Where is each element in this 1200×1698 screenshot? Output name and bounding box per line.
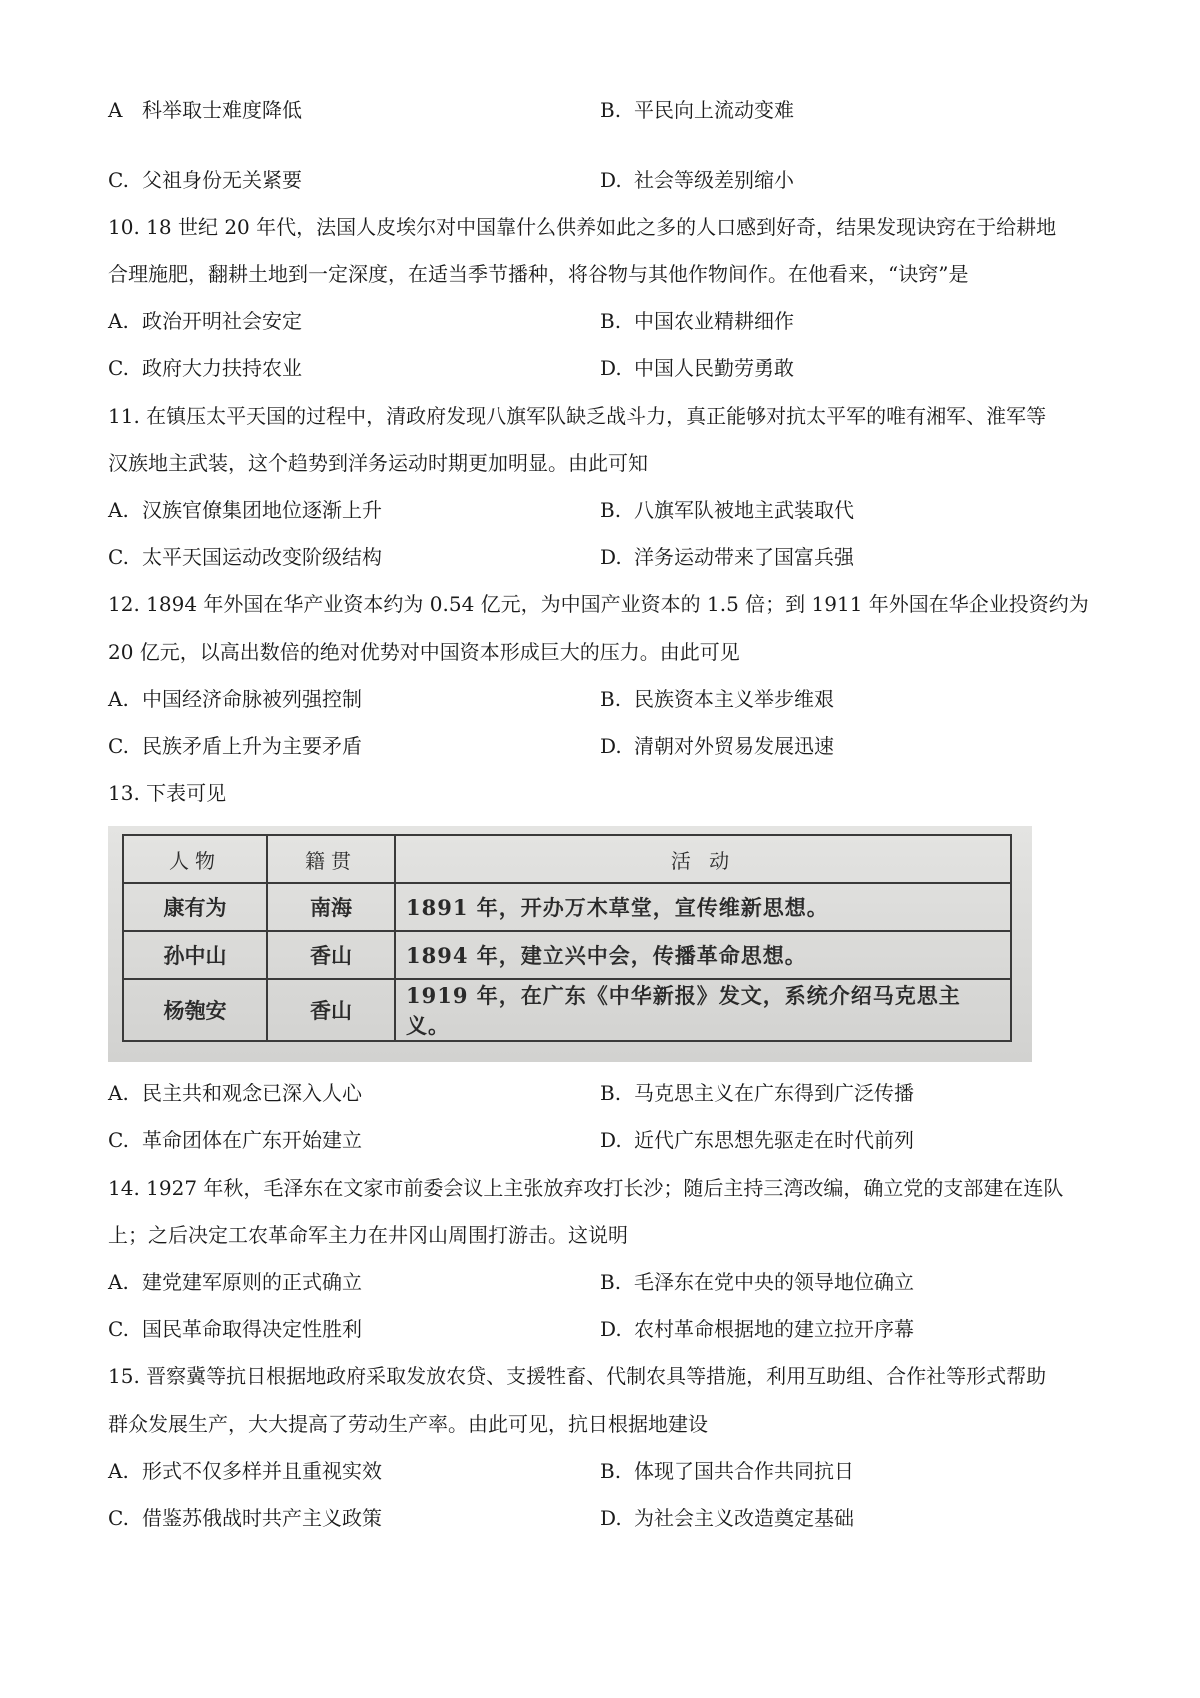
- q13-table-image: [108, 826, 1032, 1062]
- option-text: 科举取士难度降低: [142, 98, 302, 122]
- q15-stem-line-2: 群众发展生产，大大提高了劳动生产率。由此可见，抗日根据地建设: [108, 1412, 708, 1436]
- option-text: 太平天国运动改变阶级结构: [142, 545, 382, 569]
- q15-option-c: [108, 1504, 382, 1532]
- option-text: 民族资本主义举步维艰: [634, 687, 834, 711]
- table-header-cell: 人物: [123, 835, 267, 883]
- option-text: 农村革命根据地的建立拉开序幕: [634, 1317, 914, 1341]
- q13-table: [122, 834, 1012, 1042]
- table-cell-activity: 1919 年，在广东《中华新报》发文，系统介绍马克思主义。: [395, 979, 1011, 1041]
- option-letter: B.: [600, 309, 622, 333]
- table-cell-origin: 南海: [267, 883, 395, 931]
- q12-stem-line-1: 12. 1894 年外国在华产业资本约为 0.54 亿元，为中国产业资本的 1.5 倍；到 1911 年外国在华企业投资约为: [108, 592, 1089, 616]
- option-text: 体现了国共合作共同抗日: [634, 1459, 854, 1483]
- q11-stem-line-2: 汉族地主武装，这个趋势到洋务运动时期更加明显。由此可知: [108, 451, 648, 475]
- option-text: 中国经济命脉被列强控制: [142, 687, 362, 711]
- option-letter: D.: [600, 1506, 622, 1530]
- option-text: 政府大力扶持农业: [142, 356, 302, 380]
- option-text: 民族矛盾上升为主要矛盾: [142, 734, 362, 758]
- q13-option-c: [108, 1126, 362, 1154]
- option-letter: D.: [600, 356, 622, 380]
- option-letter: A.: [108, 309, 129, 333]
- q9-option-d: [600, 166, 794, 194]
- option-text: 八旗军队被地主武装取代: [634, 498, 854, 522]
- q14-stem-line-2: 上；之后决定工农革命军主力在井冈山周围打游击。这说明: [108, 1223, 628, 1247]
- option-text: 形式不仅多样并且重视实效: [142, 1459, 382, 1483]
- q15-option-d: [600, 1504, 854, 1532]
- option-text: 清朝对外贸易发展迅速: [634, 734, 834, 758]
- option-text: 民主共和观念已深入人心: [142, 1081, 362, 1105]
- q14-stem-line-1: 14. 1927 年秋，毛泽东在文家市前委会议上主张放弃攻打长沙；随后主持三湾改编，确立党的支部建在连队: [108, 1176, 1064, 1200]
- q14-option-c: [108, 1315, 362, 1343]
- table-cell-origin: 香山: [267, 979, 395, 1041]
- option-letter: D.: [600, 545, 622, 569]
- option-letter: A.: [108, 498, 129, 522]
- q13-option-d: [600, 1126, 914, 1154]
- option-text: 社会等级差别缩小: [634, 168, 794, 192]
- q13-option-a: [108, 1079, 362, 1107]
- option-text: 平民向上流动变难: [634, 98, 794, 122]
- option-letter: C.: [108, 1506, 129, 1530]
- q9-option-a: [108, 96, 302, 124]
- option-text: 借鉴苏俄战时共产主义政策: [142, 1506, 382, 1530]
- q10-option-a: [108, 307, 302, 335]
- option-letter: A.: [108, 1459, 129, 1483]
- q12-option-b: [600, 685, 834, 713]
- table-cell-activity: 1891 年，开办万木草堂，宣传维新思想。: [395, 883, 1011, 931]
- option-text: 汉族官僚集团地位逐渐上升: [142, 498, 382, 522]
- option-text: 马克思主义在广东得到广泛传播: [634, 1081, 914, 1105]
- q11-option-c: [108, 543, 382, 571]
- q10-stem-line-2: 合理施肥，翻耕土地到一定深度，在适当季节播种，将谷物与其他作物间作。在他看来，“诀窍”是: [108, 262, 969, 286]
- option-letter: D.: [600, 1128, 622, 1152]
- q10-option-d: [600, 354, 794, 382]
- option-letter: C.: [108, 545, 129, 569]
- q10-option-b: [600, 307, 794, 335]
- q12-option-c: [108, 732, 362, 760]
- option-letter: C.: [108, 168, 129, 192]
- q13-stem: 13. 下表可见: [108, 781, 227, 805]
- q12-stem-line-2: 20 亿元，以高出数倍的绝对优势对中国资本形成巨大的压力。由此可见: [108, 640, 740, 664]
- option-text: 毛泽东在党中央的领导地位确立: [634, 1270, 914, 1294]
- option-letter: C.: [108, 734, 129, 758]
- option-letter: B.: [600, 498, 622, 522]
- q15-stem-line-1: 15. 晋察冀等抗日根据地政府采取发放农贷、支援牲畜、代制农具等措施，利用互助组、合作社等形式帮助: [108, 1364, 1047, 1388]
- q12-option-a: [108, 685, 362, 713]
- q14-option-d: [600, 1315, 914, 1343]
- q11-stem-line-1: 11. 在镇压太平天国的过程中，清政府发现八旗军队缺乏战斗力，真正能够对抗太平军的唯有湘军、淮军等: [108, 404, 1047, 428]
- table-header-row: [123, 835, 1011, 883]
- option-text: 近代广东思想先驱走在时代前列: [634, 1128, 914, 1152]
- option-text: 建党建军原则的正式确立: [142, 1270, 362, 1294]
- table-row: [123, 979, 1011, 1041]
- option-letter: C.: [108, 1317, 129, 1341]
- option-text: 革命团体在广东开始建立: [142, 1128, 362, 1152]
- option-text: 中国人民勤劳勇敢: [634, 356, 794, 380]
- table-cell-origin: 香山: [267, 931, 395, 979]
- q14-option-a: [108, 1268, 362, 1296]
- option-letter: D.: [600, 734, 622, 758]
- option-letter: A: [108, 98, 123, 122]
- q13-option-b: [600, 1079, 914, 1107]
- option-letter: B.: [600, 687, 622, 711]
- option-letter: B.: [600, 1459, 622, 1483]
- option-text: 父祖身份无关紧要: [142, 168, 302, 192]
- option-text: 中国农业精耕细作: [634, 309, 794, 333]
- q11-option-b: [600, 496, 854, 524]
- q9-option-b: [600, 96, 794, 124]
- option-letter: A.: [108, 687, 129, 711]
- option-text: 国民革命取得决定性胜利: [142, 1317, 362, 1341]
- q10-stem-line-1: 10. 18 世纪 20 年代，法国人皮埃尔对中国靠什么供养如此之多的人口感到好奇，结果发现诀窍在于给耕地: [108, 215, 1057, 239]
- option-letter: C.: [108, 1128, 129, 1152]
- option-text: 洋务运动带来了国富兵强: [634, 545, 854, 569]
- option-text: 为社会主义改造奠定基础: [634, 1506, 854, 1530]
- option-letter: A.: [108, 1081, 129, 1105]
- q15-option-b: [600, 1457, 854, 1485]
- option-letter: C.: [108, 356, 129, 380]
- q9-option-c: [108, 166, 302, 194]
- table-cell-activity: 1894 年，建立兴中会，传播革命思想。: [395, 931, 1011, 979]
- table-header-cell: 籍贯: [267, 835, 395, 883]
- table-cell-person: 康有为: [123, 883, 267, 931]
- q10-option-c: [108, 354, 302, 382]
- q12-option-d: [600, 732, 834, 760]
- table-header-cell: 活 动: [395, 835, 1011, 883]
- option-letter: A.: [108, 1270, 129, 1294]
- q11-option-d: [600, 543, 854, 571]
- table-row: [123, 931, 1011, 979]
- option-letter: B.: [600, 1081, 622, 1105]
- option-letter: B.: [600, 1270, 622, 1294]
- option-letter: D.: [600, 168, 622, 192]
- q11-option-a: [108, 496, 382, 524]
- option-letter: D.: [600, 1317, 622, 1341]
- table-cell-person: 孙中山: [123, 931, 267, 979]
- table-row: [123, 883, 1011, 931]
- q15-option-a: [108, 1457, 382, 1485]
- option-letter: B.: [600, 98, 622, 122]
- table-cell-person: 杨匏安: [123, 979, 267, 1041]
- q14-option-b: [600, 1268, 914, 1296]
- option-text: 政治开明社会安定: [142, 309, 302, 333]
